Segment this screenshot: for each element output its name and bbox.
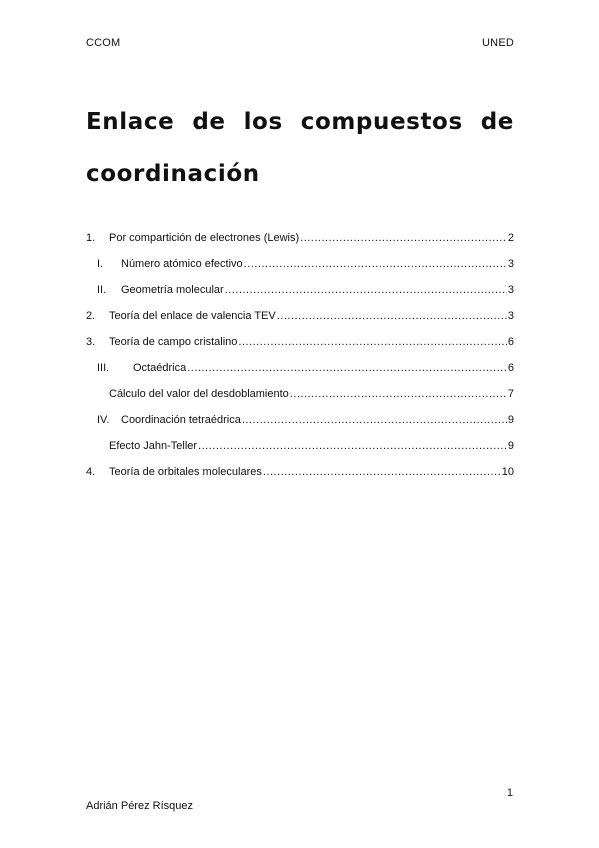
toc-entry-number: 1.: [86, 232, 96, 244]
toc-entry-page: 10: [501, 466, 514, 478]
toc-entry-page: 3: [507, 310, 514, 322]
toc-entry-title: Efecto Jahn-Teller: [109, 440, 198, 452]
toc-entry-3[interactable]: [86, 334, 514, 350]
toc-entry-page: 7: [507, 388, 514, 400]
toc-leader-dots: [277, 308, 507, 324]
toc-entry-title: Geometría molecular: [121, 284, 224, 296]
toc-entry-I[interactable]: [97, 256, 514, 272]
document-title: Enlace de los compuestos de coordinación: [86, 109, 514, 187]
toc-leader-dots: [225, 282, 507, 298]
toc-entry-page: 3: [507, 258, 514, 270]
toc-entry-number: 3.: [86, 336, 96, 348]
toc-entry-title: Teoría de orbitales moleculares: [109, 466, 262, 478]
toc-entry-1[interactable]: [86, 230, 514, 246]
toc-entry-number: 2.: [86, 310, 96, 322]
toc-leader-dots: [238, 334, 506, 350]
toc-entry-page: 9: [507, 414, 514, 426]
toc-leader-dots: [244, 256, 507, 272]
toc-entry-page: 3: [507, 284, 514, 296]
toc-leader-dots: [263, 464, 501, 480]
toc-entry-title: Octaédrica: [133, 362, 187, 374]
toc-leader-dots: [300, 230, 507, 246]
toc-entry-title: Teoría del enlace de valencia TEV: [109, 310, 276, 322]
toc-entry-number: 4.: [86, 466, 96, 478]
page-number: 1: [506, 787, 513, 799]
toc-entry-title: Número atómico efectivo: [121, 258, 243, 270]
toc-entry-number: I.: [97, 258, 104, 270]
toc-entry-number: III.: [97, 362, 110, 374]
toc-entry-page: 9: [507, 440, 514, 452]
toc-leader-dots: [198, 438, 507, 454]
toc-entry-II[interactable]: [97, 282, 514, 298]
toc-entry-2[interactable]: [86, 308, 514, 324]
header-university: UNED: [482, 37, 514, 49]
toc-entry-IV[interactable]: [97, 412, 514, 428]
toc-entry-page: 6: [507, 336, 514, 348]
toc-entry-title: Cálculo del valor del desdoblamiento: [109, 388, 289, 400]
toc-entry-page: 6: [507, 362, 514, 374]
toc-entry-4[interactable]: [86, 464, 514, 480]
toc-entry-number: IV.: [97, 414, 110, 426]
toc-entry-title: Teoría de campo cristalino: [109, 336, 238, 348]
header-course-code: CCOM: [86, 37, 121, 49]
toc-leader-dots: [187, 360, 507, 376]
toc-leader-dots: [242, 412, 507, 428]
toc-entry-number: II.: [97, 284, 107, 296]
footer-author: Adrián Pérez Rísquez: [86, 800, 193, 812]
toc-entry-III[interactable]: [97, 360, 514, 376]
toc-entry-desdoblamiento[interactable]: [109, 386, 514, 402]
toc-entry-title: Por compartición de electrones (Lewis): [109, 232, 300, 244]
toc-entry-page: 2: [507, 232, 514, 244]
toc-entry-title: Coordinación tetraédrica: [121, 414, 241, 426]
toc-entry-jahn-teller[interactable]: [109, 438, 514, 454]
toc-leader-dots: [290, 386, 507, 402]
